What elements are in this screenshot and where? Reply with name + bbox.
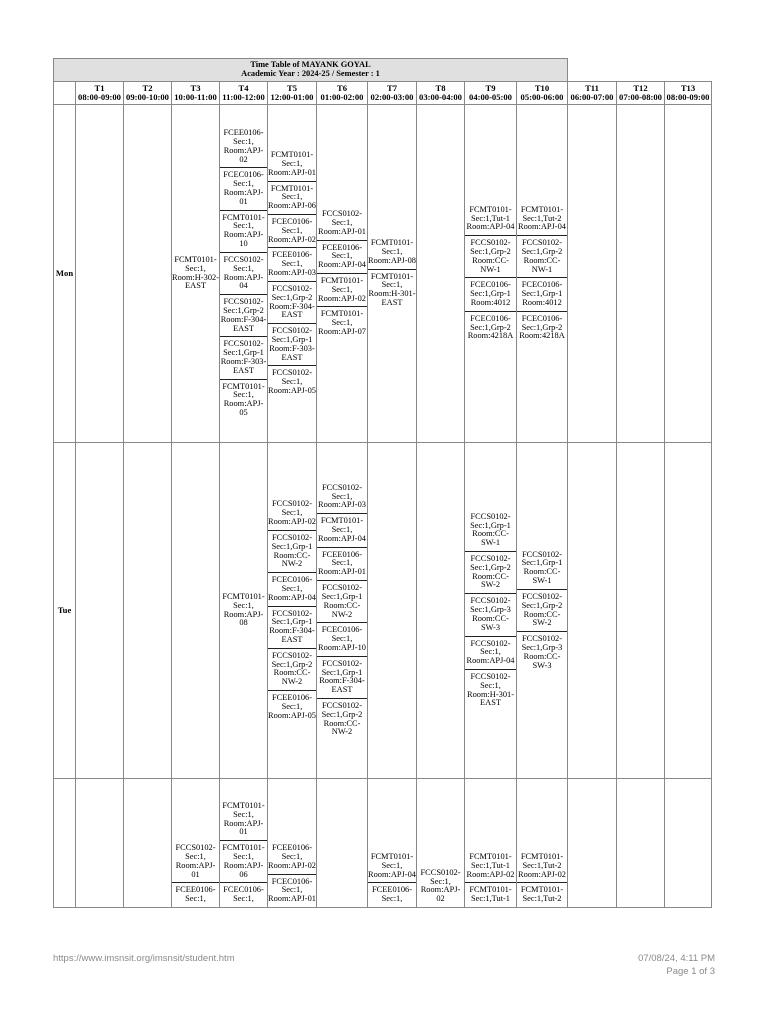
- slot-cell: [368, 105, 417, 443]
- day-row: [54, 779, 712, 908]
- class-entry: FCCS0102-Sec:1, Room:APJ-03: [318, 482, 366, 510]
- class-entry: FCEE0106-Sec:1, Room:APJ-02: [223, 128, 264, 164]
- slot-time: 04:00-05:00: [469, 92, 512, 102]
- class-entry: FCEE0106-Sec:1,: [172, 882, 219, 907]
- slot-cell-content: [317, 207, 367, 340]
- class-entry: FCMT0101-Sec:1,Tut-2 Room:APJ-04: [518, 204, 566, 232]
- class-entry: FCCS0102-Sec:1,Grp-2 Room:CC-SW-2: [517, 589, 567, 631]
- slot-header-t7: [368, 82, 417, 105]
- slot-cell: [220, 779, 268, 908]
- slot-cell-content: [124, 779, 171, 907]
- class-entry: FCMT0101-Sec:1, Room:APJ-05: [220, 379, 267, 421]
- slot-id: T13: [680, 82, 696, 93]
- class-entry: FCMT0101-Sec:1, Room:APJ-07: [317, 306, 367, 339]
- slot-cell-content: [617, 779, 664, 907]
- class-entry: FCCS0102-Sec:1,Grp-1 Room:F-304-EAST: [317, 656, 367, 698]
- slot-cell-content: [517, 548, 567, 674]
- slot-cell: [665, 105, 712, 443]
- slot-id: T4: [238, 82, 249, 93]
- slot-cell: [220, 443, 268, 779]
- class-entry: FCEC0106-Sec:1, Room:APJ-10: [317, 622, 367, 655]
- slot-cell-content: [220, 590, 267, 631]
- slot-cell: [368, 779, 417, 908]
- slot-cell: [465, 779, 517, 908]
- slot-id: T10: [534, 82, 550, 93]
- slot-cell: [76, 105, 124, 443]
- slot-cell: [172, 105, 220, 443]
- slot-cell: [465, 443, 517, 779]
- class-entry: FCMT0101-Sec:1, Room:APJ-08: [368, 238, 416, 265]
- slot-time: 03:00-04:00: [419, 92, 462, 102]
- class-entry: FCCS0102-Sec:1, Room:APJ-01: [318, 209, 366, 236]
- slot-cell-content: [517, 779, 567, 907]
- slot-header-t11: [568, 82, 617, 105]
- class-entry: FCCS0102-Sec:1,Grp-2 Room:CC-NW-2: [268, 648, 316, 690]
- slot-cell: [417, 105, 465, 443]
- slot-id: T12: [633, 82, 648, 93]
- class-entry: FCCS0102-Sec:1,Grp-2 Room:F-304-EAST: [268, 281, 316, 323]
- slot-header-t12: [617, 82, 665, 105]
- class-entry: FCEC0106-Sec:1,Grp-2 Room:4218A: [517, 311, 567, 344]
- class-entry: FCCS0102-Sec:1, Room:APJ-02: [420, 867, 461, 904]
- slot-cell-content: [172, 779, 219, 907]
- class-entry: FCEE0106-Sec:1, Room:APJ-02: [268, 843, 316, 870]
- slot-cell-content: [368, 236, 416, 311]
- class-entry: FCEE0106-Sec:1, Room:APJ-05: [268, 690, 316, 723]
- slot-cell: [317, 443, 368, 779]
- class-entry: FCCS0102-Sec:1,Grp-2 Room:F-304-EAST: [220, 294, 267, 336]
- slot-cell: [268, 779, 317, 908]
- title-blank: [568, 59, 712, 82]
- slot-cell: [317, 105, 368, 443]
- slot-cell-content: [268, 148, 316, 399]
- day-label: [54, 779, 76, 908]
- day-label: Mon: [54, 105, 76, 443]
- footer-meta: [638, 953, 715, 979]
- class-entry: FCEC0106-Sec:1, Room:APJ-01: [220, 167, 267, 209]
- class-entry: FCCS0102-Sec:1,Grp-2 Room:CC-NW-1: [517, 235, 567, 277]
- slot-time: 02:00-03:00: [370, 92, 414, 102]
- slot-cell: [517, 443, 568, 779]
- slot-cell-content: [317, 481, 367, 741]
- class-entry: FCCS0102-Sec:1,Grp-1 Room:F-303-EAST: [220, 336, 267, 378]
- class-entry: FCEE0106-Sec:1, Room:APJ-01: [317, 547, 367, 580]
- slot-cell-content: [665, 779, 711, 907]
- slot-time: 08:00-09:00: [666, 92, 710, 102]
- class-entry: FCMT0101-Sec:1, Room:APJ-02: [317, 273, 367, 306]
- slot-id: T11: [585, 82, 599, 93]
- slot-id: T7: [386, 82, 398, 93]
- slot-cell: [517, 105, 568, 443]
- class-entry: FCCS0102-Sec:1,Grp-1 Room:CC-NW-2: [317, 580, 367, 622]
- slot-time: 06:00-07:00: [570, 92, 614, 102]
- class-entry: FCCS0102-Sec:1,Grp-3 Room:CC-SW-3: [465, 593, 516, 635]
- class-entry: FCCS0102-Sec:1,Grp-1 Room:CC-SW-1: [470, 511, 511, 548]
- slot-time: 05:00-06:00: [520, 92, 564, 102]
- class-entry: FCMT0101-Sec:1, Room:APJ-06: [268, 181, 316, 214]
- slot-cell: [617, 105, 665, 443]
- class-entry: FCCS0102-Sec:1,Grp-2 Room:CC-SW-2: [465, 551, 516, 593]
- class-entry: FCCS0102-Sec:1, Room:APJ-02: [268, 499, 316, 527]
- class-entry: FCCS0102-Sec:1,Grp-1 Room:CC-NW-2: [268, 530, 316, 572]
- slot-cell-content: [568, 779, 616, 907]
- class-entry: FCCS0102-Sec:1,Grp-2 Room:CC-NW-1: [465, 235, 516, 277]
- slot-time: 09:00-10:00: [126, 92, 169, 102]
- slot-cell-content: [268, 779, 316, 907]
- slot-cell: [317, 779, 368, 908]
- class-entry: FCCS0102-Sec:1,Grp-1 Room:F-303-EAST: [268, 323, 316, 365]
- class-entry: FCEC0106-Sec:1, Room:APJ-01: [268, 874, 316, 907]
- slot-cell-content: [517, 203, 567, 345]
- slot-cell-content: [417, 779, 464, 907]
- slot-cell: [568, 779, 617, 908]
- class-entry: FCEE0106-Sec:1,: [368, 882, 416, 907]
- slot-time: 11:00-12:00: [222, 92, 265, 102]
- slot-header-t4: [220, 82, 268, 105]
- slot-id: T1: [94, 82, 105, 93]
- class-entry: FCCS0102-Sec:1, Room:APJ-04: [465, 636, 516, 669]
- slot-cell: [268, 443, 317, 779]
- slot-cell-content: [220, 126, 267, 421]
- footer-url: https://www.imsnsit.org/imsnsit/student.htm: [53, 953, 235, 964]
- slot-cell: [268, 105, 317, 443]
- class-entry: FCMT0101-Sec:1, Room:APJ-06: [220, 840, 267, 882]
- class-entry: FCEE0106-Sec:1, Room:APJ-04: [317, 240, 367, 273]
- class-entry: FCMT0101-Sec:1,Tut-1 Room:APJ-04: [466, 204, 515, 232]
- slot-cell-content: [465, 510, 516, 711]
- slot-cell: [76, 779, 124, 908]
- class-entry: FCMT0101-Sec:1, Room:APJ-08: [222, 591, 265, 628]
- class-entry: FCMT0101-Sec:1, Room:H-301-EAST: [368, 269, 416, 311]
- class-entry: FCEC0106-Sec:1,: [220, 882, 267, 907]
- class-entry: FCEC0106-Sec:1,Grp-1 Room:4012: [517, 277, 567, 310]
- class-entry: FCMT0101-Sec:1,Tut-2 Room:APJ-02: [518, 851, 566, 879]
- slot-time: 01:00-02:00: [320, 92, 364, 102]
- slot-cell: [617, 443, 665, 779]
- slot-header-t1: [76, 82, 124, 105]
- slot-cell: [465, 105, 517, 443]
- footer-page: Page 1 of 3: [666, 965, 715, 977]
- slot-header-t3: [172, 82, 220, 105]
- class-entry: FCEC0106-Sec:1, Room:APJ-02: [268, 214, 316, 247]
- footer-datetime: 07/08/24, 4:11 PM: [638, 953, 715, 964]
- slot-cell: [124, 779, 172, 908]
- class-entry: FCEC0106-Sec:1,Grp-1 Room:4012: [465, 277, 516, 310]
- slot-cell: [76, 443, 124, 779]
- slot-cell: [417, 779, 465, 908]
- slot-cell: [568, 443, 617, 779]
- timetable-title-cell: [54, 59, 568, 82]
- slot-id: T3: [190, 82, 201, 93]
- class-entry: FCCS0102-Sec:1, Room:APJ-04: [220, 252, 267, 294]
- class-entry: FCMT0101-Sec:1, Room:APJ-01: [268, 150, 316, 177]
- slot-cell-content: [368, 779, 416, 907]
- slot-cell-content: [268, 497, 316, 723]
- slot-header-t10: [517, 82, 568, 105]
- class-entry: FCCS0102-Sec:1, Room:APJ-05: [268, 365, 316, 398]
- slot-cell: [124, 443, 172, 779]
- slot-header-t5: [268, 82, 317, 105]
- class-entry: FCEE0106-Sec:1, Room:APJ-03: [268, 247, 316, 280]
- timetable: [53, 58, 712, 908]
- class-entry: FCCS0102-Sec:1, Room:H-301-EAST: [465, 669, 516, 711]
- slot-cell: [220, 105, 268, 443]
- slot-time: 07:00-08:00: [619, 92, 662, 102]
- class-entry: FCMT0101-Sec:1, Room:H-302-EAST: [172, 254, 219, 291]
- academic-year: Academic Year : 2024-25 / Semester : 1: [241, 69, 380, 78]
- slot-cell-content: [317, 779, 367, 907]
- day-label: Tue: [54, 443, 76, 779]
- slot-cell-content: [76, 779, 123, 907]
- slot-id: T2: [142, 82, 153, 93]
- slot-cell-content: [465, 203, 516, 345]
- class-entry: FCMT0101-Sec:1,Tut-1 Room:APJ-02: [466, 851, 515, 879]
- slot-id: T5: [286, 82, 298, 93]
- slot-time: 08:00-09:00: [78, 92, 121, 102]
- class-entry: FCMT0101-Sec:1,Tut-1: [465, 882, 516, 907]
- class-entry: FCCS0102-Sec:1, Room:APJ-01: [175, 843, 216, 879]
- slot-time: 10:00-11:00: [174, 92, 217, 102]
- class-entry: FCMT0101-Sec:1, Room:APJ-10: [220, 210, 267, 252]
- slot-cell: [368, 443, 417, 779]
- class-entry: FCMT0101-Sec:1, Room:APJ-04: [317, 513, 367, 546]
- slot-header-t13: [665, 82, 712, 105]
- slot-cell: [665, 779, 712, 908]
- slot-cell: [617, 779, 665, 908]
- class-entry: FCCS0102-Sec:1,Grp-1 Room:F-304-EAST: [268, 606, 316, 648]
- day-row: [54, 105, 712, 443]
- class-entry: FCCS0102-Sec:1,Grp-1 Room:CC-SW-1: [521, 549, 563, 586]
- class-entry: FCMT0101-Sec:1,Tut-2: [517, 882, 567, 907]
- class-entry: FCMT0101-Sec:1, Room:APJ-01: [222, 800, 265, 837]
- slot-id: T8: [435, 82, 446, 93]
- slot-cell-content: [172, 253, 219, 294]
- slot-cell-content: [465, 779, 516, 907]
- slot-cell-content: [220, 779, 267, 907]
- slot-cell: [417, 443, 465, 779]
- slot-cell: [172, 443, 220, 779]
- slot-time: 12:00-01:00: [270, 92, 314, 102]
- class-entry: FCMT0101-Sec:1, Room:APJ-04: [368, 851, 416, 879]
- class-entry: FCEC0106-Sec:1, Room:APJ-04: [268, 572, 316, 605]
- class-entry: FCEC0106-Sec:1,Grp-2 Room:4218A: [465, 311, 516, 344]
- slot-id: T6: [336, 82, 348, 93]
- slot-cell: [517, 779, 568, 908]
- slot-header-t2: [124, 82, 172, 105]
- slot-header-t9: [465, 82, 517, 105]
- slot-header-t6: [317, 82, 368, 105]
- slot-cell: [124, 105, 172, 443]
- slot-cell: [172, 779, 220, 908]
- timetable-title: Time Table of MAYANK GOYAL: [250, 60, 371, 70]
- slot-header-t8: [417, 82, 465, 105]
- class-entry: FCCS0102-Sec:1,Grp-2 Room:CC-NW-2: [317, 698, 367, 740]
- slot-cell: [568, 105, 617, 443]
- day-row: [54, 443, 712, 779]
- slot-id: T9: [485, 82, 496, 93]
- slot-cell: [665, 443, 712, 779]
- class-entry: FCCS0102-Sec:1,Grp-3 Room:CC-SW-3: [517, 631, 567, 673]
- day-header-blank: [54, 82, 76, 105]
